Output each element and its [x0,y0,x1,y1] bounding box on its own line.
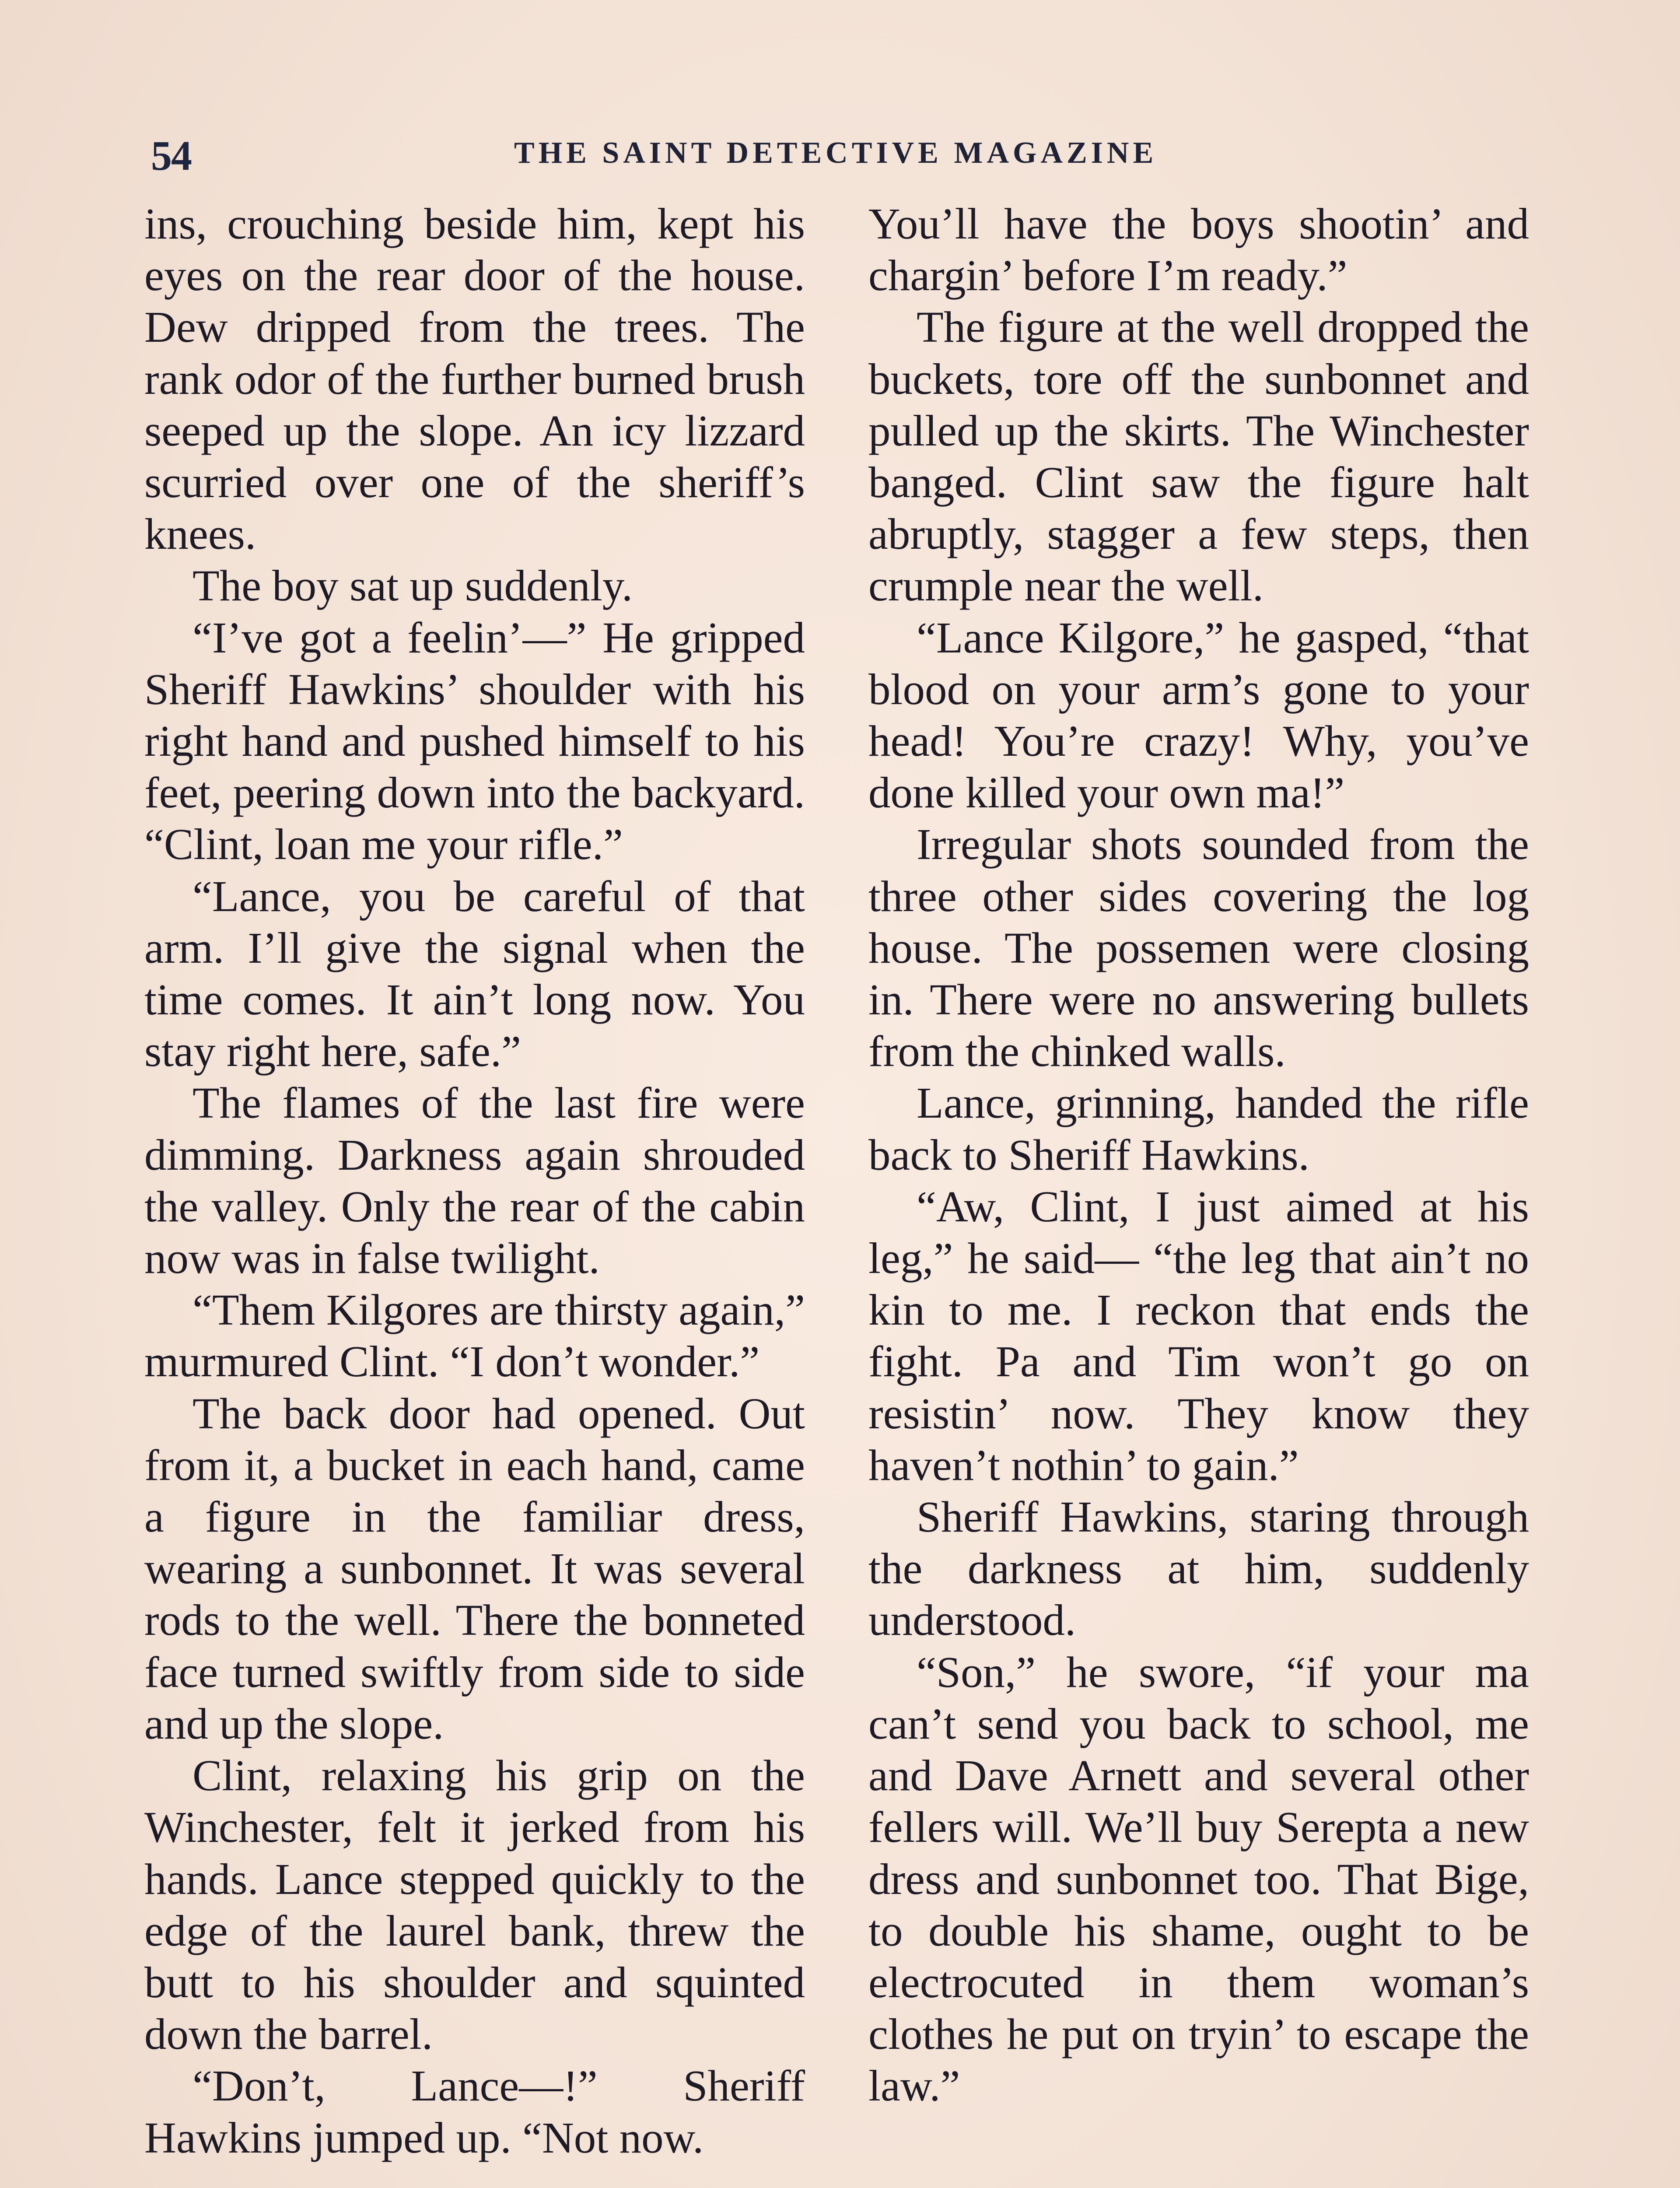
paragraph: “Son,” he swore, “if your ma can’t send you back to school, me and Dave Arnett and several other fellers will. We’ll buy Serepta a new dress and sunbonnet too. That Bige, to double his shame, ought to be electrocuted in them woman’s clothes he put on tryin’ to escape the law.” [868,1647,1529,2111]
paragraph: “Lance Kilgore,” he gasped, “that blood on your arm’s gone to your head! You’re crazy! Why, you’ve done killed your own ma!” [868,613,1529,817]
paragraph: Irregular shots sounded from the three other sides covering the log house. The possemen were closing in. There were no answering bullets from the chinked walls. [868,820,1529,1076]
paragraph: ins, crouching beside him, kept his eyes on the rear door of the house. Dew dripped from the trees. The rank odor of the further burned brush seeped up the slope. An icy lizzard scurried over one of the sheriff’s knees. [144,199,805,559]
paragraph: “I’ve got a feelin’—” He gripped Sheriff Hawkins’ shoulder with his right hand and pushed himself to his feet, peering down into the backyard. “Clint, loan me your rifle.” [144,613,805,869]
running-head: THE SAINT DETECTIVE MAGAZINE [514,136,1158,170]
paragraph: “Aw, Clint, I just aimed at his leg,” he said— “the leg that ain’t no kin to me. I reckon that ends the fight. Pa and Tim won’t go on resistin’ now. They know they haven’t nothin’ to gain.” [868,1182,1529,1490]
paragraph: Sheriff Hawkins, staring through the darkness at him, suddenly understood. [868,1492,1529,1645]
paragraph: “Lance, you be careful of that arm. I’ll give the signal when the time comes. It ain’t long now. You stay right here, safe.” [144,871,805,1076]
paragraph: The boy sat up suddenly. [192,561,633,610]
right-column [868,198,1529,2112]
paragraph: “Don’t, Lance—!” Sheriff Hawkins jumped up. “Not now. [144,2061,805,2162]
paragraph: The flames of the last fire were dimming. Darkness again shrouded the valley. Only the rear of the cabin now was in false twilight. [144,1078,805,1283]
paragraph: Clint, relaxing his grip on the Winchester, felt it jerked from his hands. Lance stepped quickly to the edge of the laurel bank, threw the butt to his shoulder and squinted down the barrel. [144,1751,805,2059]
page-number: 54 [151,132,191,179]
paragraph: Lance, grinning, handed the rifle back to Sheriff Hawkins. [868,1078,1529,1179]
left-column [144,198,805,2163]
paragraph: The figure at the well dropped the buckets, tore off the sunbonnet and pulled up the skirts. The Winchester banged. Clint saw the figure halt abruptly, stagger a few steps, then crumple near the well. [868,302,1529,610]
paragraph: You’ll have the boys shootin’ and chargin’ before I’m ready.” [868,199,1529,300]
paragraph: The back door had opened. Out from it, a bucket in each hand, came a figure in the familiar dress, wearing a sunbonnet. It was several rods to the well. There the bonneted face turned swiftly from side to side and up the slope. [144,1389,805,1748]
page-header [151,127,1551,188]
paragraph: “Them Kilgores are thirsty again,” murmured Clint. “I don’t wonder.” [144,1285,805,1386]
